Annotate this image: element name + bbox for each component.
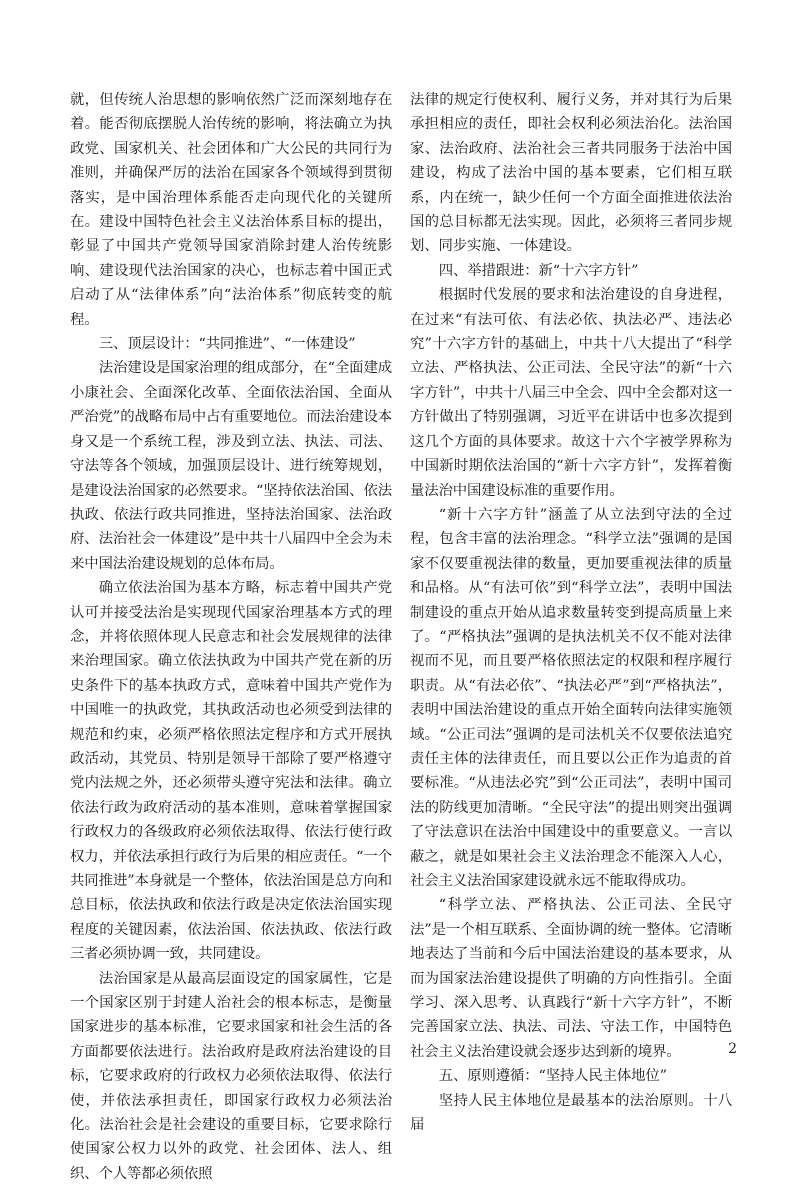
paragraph: 法律的规定行使权利、履行义务，并对其行为后果承担相应的责任，即社会权利必须法治化。法治国家、法治政府、法治社会三者共同服务于法治中国建设，构成了法治中国的基本要素，它们相互联系，内在统一，缺少任何一个方面全面推进依法治国的总目标都无法实现。因此，必须将三者同步规划、同步实施、一体建设。 — [410, 92, 732, 255]
right-column — [410, 88, 732, 1137]
section-heading: 四、举措跟进：新“十六字方针” — [438, 262, 639, 279]
paragraph: 就，但传统人治思想的影响依然广泛而深刻地存在着。能否彻底摆脱人治传统的影响，将法确立为执政党、国家机关、社会团体和广大公民的共同行为准则，并确保严厉的法治在国家各个领域得到贯彻落实，是中国治理体系能否走向现代化的关键所在。建设中国特色社会主义法治体系目标的提出，彰显了中国共产党领导国家消除封建人治传统影响、建设现代法治国家的决心，也标志着中国正式启动了从“法律体系”向“法治体系”彻底转变的航程。 — [70, 92, 392, 328]
paragraph: “新十六字方针”涵盖了从立法到守法的全过程，包含丰富的法治理念。“科学立法”强调的是国家不仅要重视法律的数量，更加要重视法律的质量和品格。从“有法可依”到“科学立法”，表明中国法制建设的重点开始从追求数量转变到提高质量上来了。“严格执法”强调的是执法机关不仅不能对法律视而不见，而且要严格依照法定的权限和程序履行职责。从“有法必依”、“执法必严”到“严格执法”，表明中国法治建设的重点开始全面转向法律实施领域。“公正司法”强调的是司法机关不仅要依法追究责任主体的法律责任，而且要以公正作为追责的首要标准。“从违法必究”到“公正司法”，表明中国司法的防线更加清晰。“全民守法”的提出则突出强调了守法意识在法治中国建设中的重要意义。一言以蔽之，就是如果社会主义法治理念不能深入人心，社会主义法治国家建设就永远不能取得成功。 — [410, 506, 732, 889]
section-heading: 三、顶层设计：“共同推进”、“一体建设” — [98, 336, 356, 353]
paragraph: 坚持人民主体地位是最基本的法治原则。十八届 — [410, 1092, 732, 1134]
page-number: 2 — [728, 1041, 737, 1057]
paragraph: 根据时代发展的要求和法治建设的自身进程，在过来“有法可依、有法必依、执法必严、违法必究”十六字方针的基础上，中共十八大提出了“科学立法、严格执法、公正司法、全民守法”的新“十六字方针”，中共十八届三中全会、四中全会都对这一方针做出了特别强调，习近平在讲话中也多次提到这几个方面的具体要求。故这十六个字被学界称为中国新时期依法治国的“新十六字方针”，发挥着衡量法治中国建设标准的重要作用。 — [410, 287, 732, 499]
paragraph: 确立依法治国为基本方略，标志着中国共产党认可并接受法治是实现现代国家治理基本方式的理念，并将依照体现人民意志和社会发展规律的法律来治理国家。确立依法执政为中国共产党在新的历史条件下的基本执政方式，意味着中国共产党作为中国唯一的执政党，其执政活动也必须受到法律的规范和约束，必须严格依照法定程序和方式开展执政活动，其党员、特别是领导干部除了要严格遵守党内法规之外，还必须带头遵守宪法和法律。确立依法行政为政府活动的基本准则，意味着掌握国家行政权力的各级政府必须依法取得、依法行使行政权力，并依法承担行政行为后果的相应责任。“一个共同推进”本身就是一个整体，依法治国是总方向和总目标，依法执政和依法行政是决定依法治国实现程度的关键因素，依法治国、依法执政、依法行政三者必须协调一致，共同建设。 — [70, 580, 392, 963]
paragraph: 法治建设是国家治理的组成部分，在“全面建成小康社会、全面深化改革、全面依法治国、全面从严治党”的战略布局中占有重要地位。而法治建设本身又是一个系统工程，涉及到立法、执法、司法、守法等各个领域，加强顶层设计、进行统筹规划，是建设法治国家的必然要求。“坚持依法治国、依法执政、依法行政共同推进，坚持法治国家、法治政府、法治社会一体建设”是中共十八届四中全会为未来中国法治建设规划的总体布局。 — [70, 360, 392, 572]
section-heading: 五、原则遵循：“坚持人民主体地位” — [438, 1068, 667, 1085]
paragraph: “科学立法、严格执法、公正司法、全民守法”是一个相互联系、全面协调的统一整体。它清晰地表达了当前和今后中国法治建设的基本要求，从而为国家法治建设提供了明确的方向性指引。全面学习、深入思考、认真践行“新十六字方针”，不断完善国家立法、执法、司法、守法工作，中国特色社会主义法治建设就会逐步达到新的境界。 — [410, 897, 732, 1060]
left-column — [70, 88, 392, 1186]
paragraph: 法治国家是从最高层面设定的国家属性，它是一个国家区别于封建人治社会的根本标志，是衡量国家进步的基本标准，它要求国家和社会生活的各方面都要依法进行。法治政府是政府法治建设的目标，它要求政府的行政权力必须依法取得、依法行使，并依法承担责任，即国家行政权力必须法治化。法治社会是社会建设的重要目标，它要求除行使国家公权力以外的政党、社会团体、法人、组织、个人等都必须依照 — [70, 970, 392, 1182]
